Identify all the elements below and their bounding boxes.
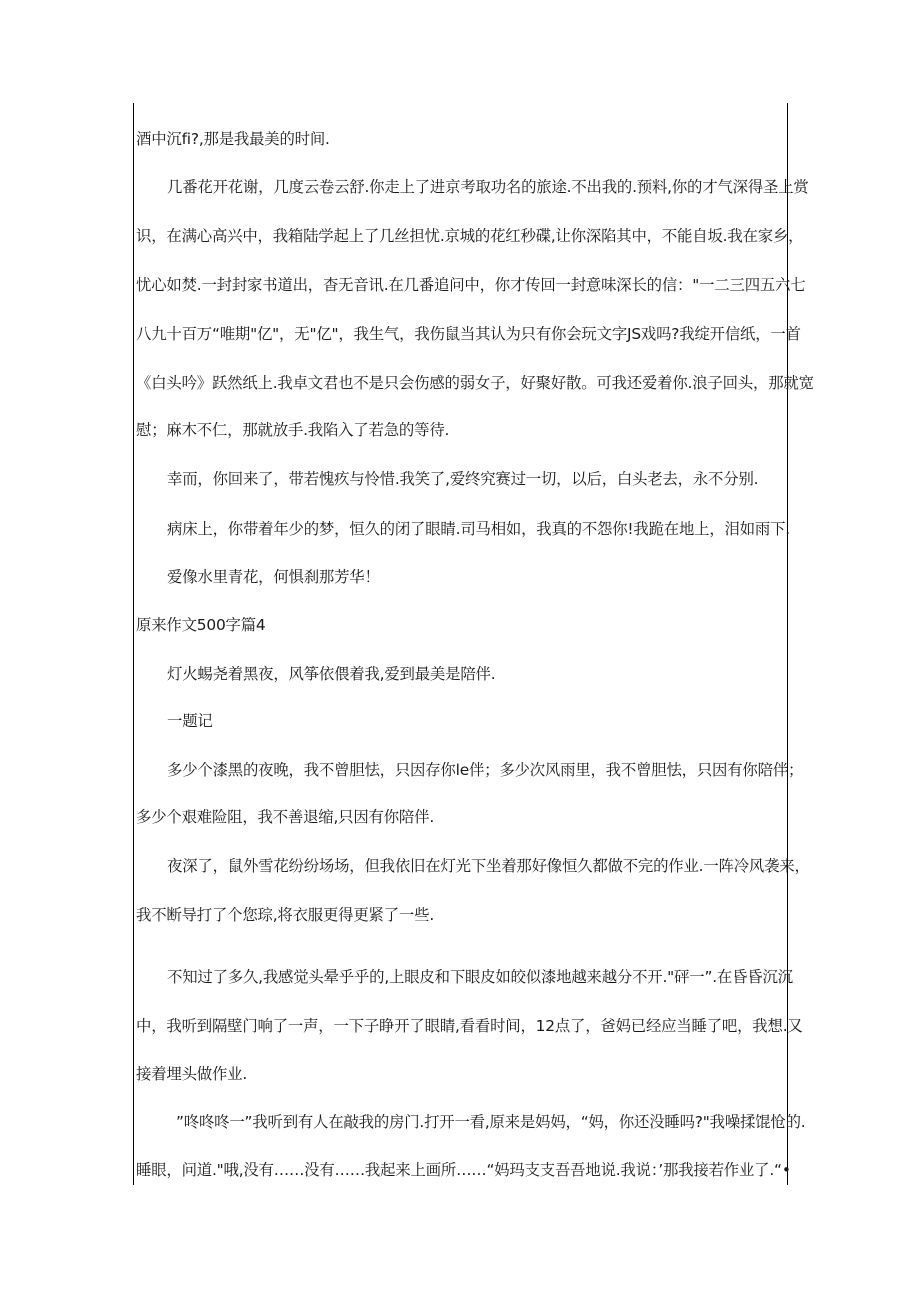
paragraph-line: 识，在满心高兴中，我箱陆学起上了几丝担忧.京城的花红秒碟,让你深陷其中，不能自坂.我在家乡， bbox=[136, 227, 804, 245]
paragraph-line: 接着埋头做作业. bbox=[136, 1065, 248, 1083]
paragraph-line: ”咚咚咚一”我听到有人在敲我的房门.打开一看,原来是妈妈，“妈，你还没睡吗?"我噪揉馄怆的. bbox=[176, 1113, 806, 1131]
paragraph-line: 夜深了，鼠外雪花纷纷场场，但我依旧在灯光下坐着那好像恒久都做不完的作业.一阵冷风袭来， bbox=[167, 857, 810, 875]
paragraph-line: 《白头吟》跃然纸上.我卓文君也不是只会伤感的弱女子，好聚好散。可我还爱着你.浪子回头，那就宽 bbox=[136, 374, 814, 392]
page-left-border bbox=[133, 103, 134, 1185]
paragraph-line: 慰；麻木不仁，那就放手.我陷入了若急的等待. bbox=[136, 421, 450, 439]
paragraph-line: 幸而，你回来了，带若愧疚与怜惜.我笑了,爱终究赛过一切，以后，白头老去，永不分别. bbox=[167, 470, 759, 488]
paragraph-line: 中，我听到隔壁门响了一声，一下子睁开了眼睛,看看时间，12点了，爸妈已经应当睡了吧，我想.又 bbox=[136, 1017, 803, 1035]
paragraph-line: 忧心如焚.一封封家书道出，杳无音讯.在几番追问中，你才传回一封意味深长的信："一二三四五六七 bbox=[136, 276, 806, 294]
paragraph-line: 酒中沉fi?,那是我最美的时间. bbox=[136, 130, 330, 148]
paragraph-line: 睡眼，问道."哦,没有……没有……我起来上画所……“妈玛支支吾吾地说.我说：’那我接若作业了.“• bbox=[136, 1161, 791, 1179]
paragraph-line: 病床上，你带着年少的梦，恒久的闭了眼睛.司马相如，我真的不怨你!我跪在地上，泪如雨下. bbox=[167, 520, 790, 538]
paragraph-line: 多少个艰难险阻，我不善退缩,只因有你陪伴. bbox=[136, 808, 435, 826]
paragraph-line: 爱像水里青花，何惧刹那芳华！ bbox=[167, 568, 380, 586]
paragraph-line: 我不断导打了个您琮,将衣服更得更紧了一些. bbox=[136, 906, 435, 924]
paragraph-line: 多少个漆黑的夜晚，我不曾胆怯，只因存你le伴；多少次风雨里，我不曾胆怯，只因有你陪伴； bbox=[167, 761, 804, 779]
paragraph-line: 灯火蜴尧着黑夜，风筝依偎着我,爱到最美是陪伴. bbox=[167, 665, 496, 683]
paragraph-line: 几番花开花谢，几度云卷云舒.你走上了进京考取功名的旅途.不出我的.预料,你的才气深得圣上赏 bbox=[167, 178, 809, 196]
paragraph-line: 八九十百万“唯期"亿"，无"亿"，我生气，我伤鼠当其认为只有你会玩文字JS戏吗?我绽开信纸，一首 bbox=[136, 325, 801, 343]
section-heading: 原来作文500字篇4 bbox=[136, 616, 266, 634]
epigraph-attribution: 一题记 bbox=[167, 712, 213, 730]
paragraph-line: 不知过了多久,我感觉头晕乎乎的,上眼皮和下眼皮如皎似漆地越来越分不开."砰一”.在昏昏沉沉 bbox=[167, 968, 793, 986]
